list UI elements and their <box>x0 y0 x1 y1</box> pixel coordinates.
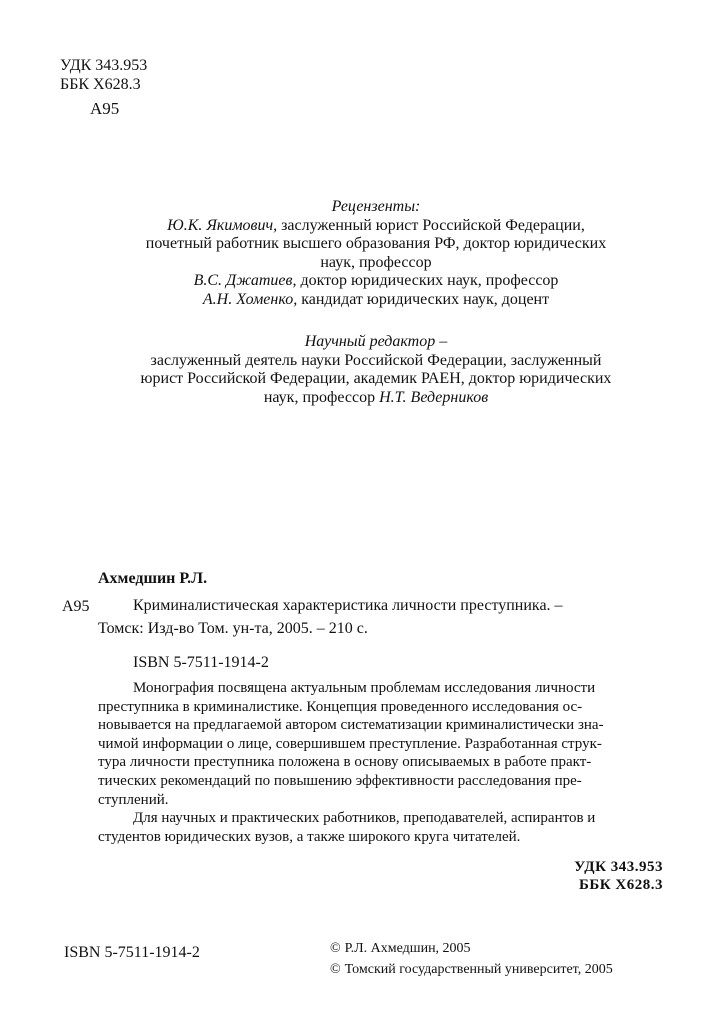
abstract-block <box>98 679 664 846</box>
editor-block <box>96 333 656 407</box>
copyright-author-text: Р.Л. Ахмедшин, 2005 <box>344 941 471 956</box>
editor-line-1: заслуженный деятель науки Российской Федерации, заслуженный <box>150 351 602 369</box>
editor-name: Н.Т. Ведерников <box>379 388 489 406</box>
udk-code: УДК 343.953 <box>60 57 148 74</box>
abstract-line: новывается на предлагаемой автором систематизации криминалистически зна- <box>98 717 604 734</box>
bibliographic-title: Криминалистическая характеристика личности преступника. – <box>133 597 563 614</box>
abstract-line: тических рекомендаций по повышению эффективности расследования пре- <box>98 772 582 789</box>
bibliographic-author: Ахмедшин Р.Л. <box>98 570 208 587</box>
audience-line: Для научных и практических работников, преподавателей, аспирантов и <box>133 810 596 827</box>
reviewer-3 <box>96 291 656 310</box>
audience-line: студентов юридических вузов, а также широкого круга читателей. <box>98 828 521 845</box>
footer-isbn: ISBN 5-7511-1914-2 <box>64 944 200 961</box>
reviewer-2-title: доктор юридических наук, профессор <box>296 272 559 289</box>
editor-line-3 <box>96 389 656 408</box>
copyright-publisher-text: Томский государственный университет, 2005 <box>344 962 613 977</box>
reviewer-2 <box>96 272 656 291</box>
abstract-line: ступлений. <box>98 791 169 808</box>
reviewer-2-name: В.С. Джатиев, <box>193 272 297 289</box>
abstract-line: чимой информации о лице, совершившем преступление. Разработанная струк- <box>98 735 602 752</box>
bibliographic-isbn: ISBN 5-7511-1914-2 <box>133 654 269 671</box>
bbk-code: ББК Х628.3 <box>60 76 141 93</box>
bottom-bbk-code: ББК Х628.3 <box>578 877 663 893</box>
abstract-line: преступника в криминалистике. Концепция проведенного исследования ос- <box>98 698 583 715</box>
reviewer-1-line-2: почетный работник высшего образования РФ, доктор юридических <box>145 235 607 252</box>
author-mark: А95 <box>90 99 120 118</box>
reviewer-1-title: заслуженный юрист Российской Федерации, <box>277 216 585 234</box>
reviewer-1-line-1 <box>96 217 656 236</box>
reviewer-1-name: Ю.К. Якимович, <box>167 216 278 234</box>
abstract-line: Монография посвящена актуальным проблемам исследования личности <box>133 680 596 696</box>
classification-block <box>60 56 147 94</box>
copyright-icon: © <box>330 941 341 956</box>
copyright-author <box>330 938 613 959</box>
reviewer-3-name: А.Н. Хоменко, <box>202 290 298 308</box>
bibliographic-code: А95 <box>62 598 90 615</box>
editor-heading: Научный редактор – <box>304 333 448 350</box>
editor-line-2: юрист Российской Федерации, академик РАЕН, доктор юридических <box>140 370 612 387</box>
bottom-udk-code: УДК 343.953 <box>574 859 663 875</box>
bibliographic-imprint: Томск: Изд-во Том. ун-та, 2005. – 210 с. <box>98 620 368 637</box>
reviewer-1-line-3: наук, профессор <box>320 253 432 271</box>
abstract-line: тура личности преступника положена в основу описываемых в работе практ- <box>98 754 592 771</box>
reviewers-block <box>96 198 656 309</box>
bottom-classification-block <box>574 858 663 894</box>
editor-title: наук, профессор <box>263 388 380 406</box>
copyright-icon: © <box>330 962 341 977</box>
reviewers-heading: Рецензенты: <box>331 198 421 215</box>
copyright-block <box>330 938 613 980</box>
reviewer-3-title: кандидат юридических наук, доцент <box>297 290 550 308</box>
copyright-publisher <box>330 959 613 980</box>
